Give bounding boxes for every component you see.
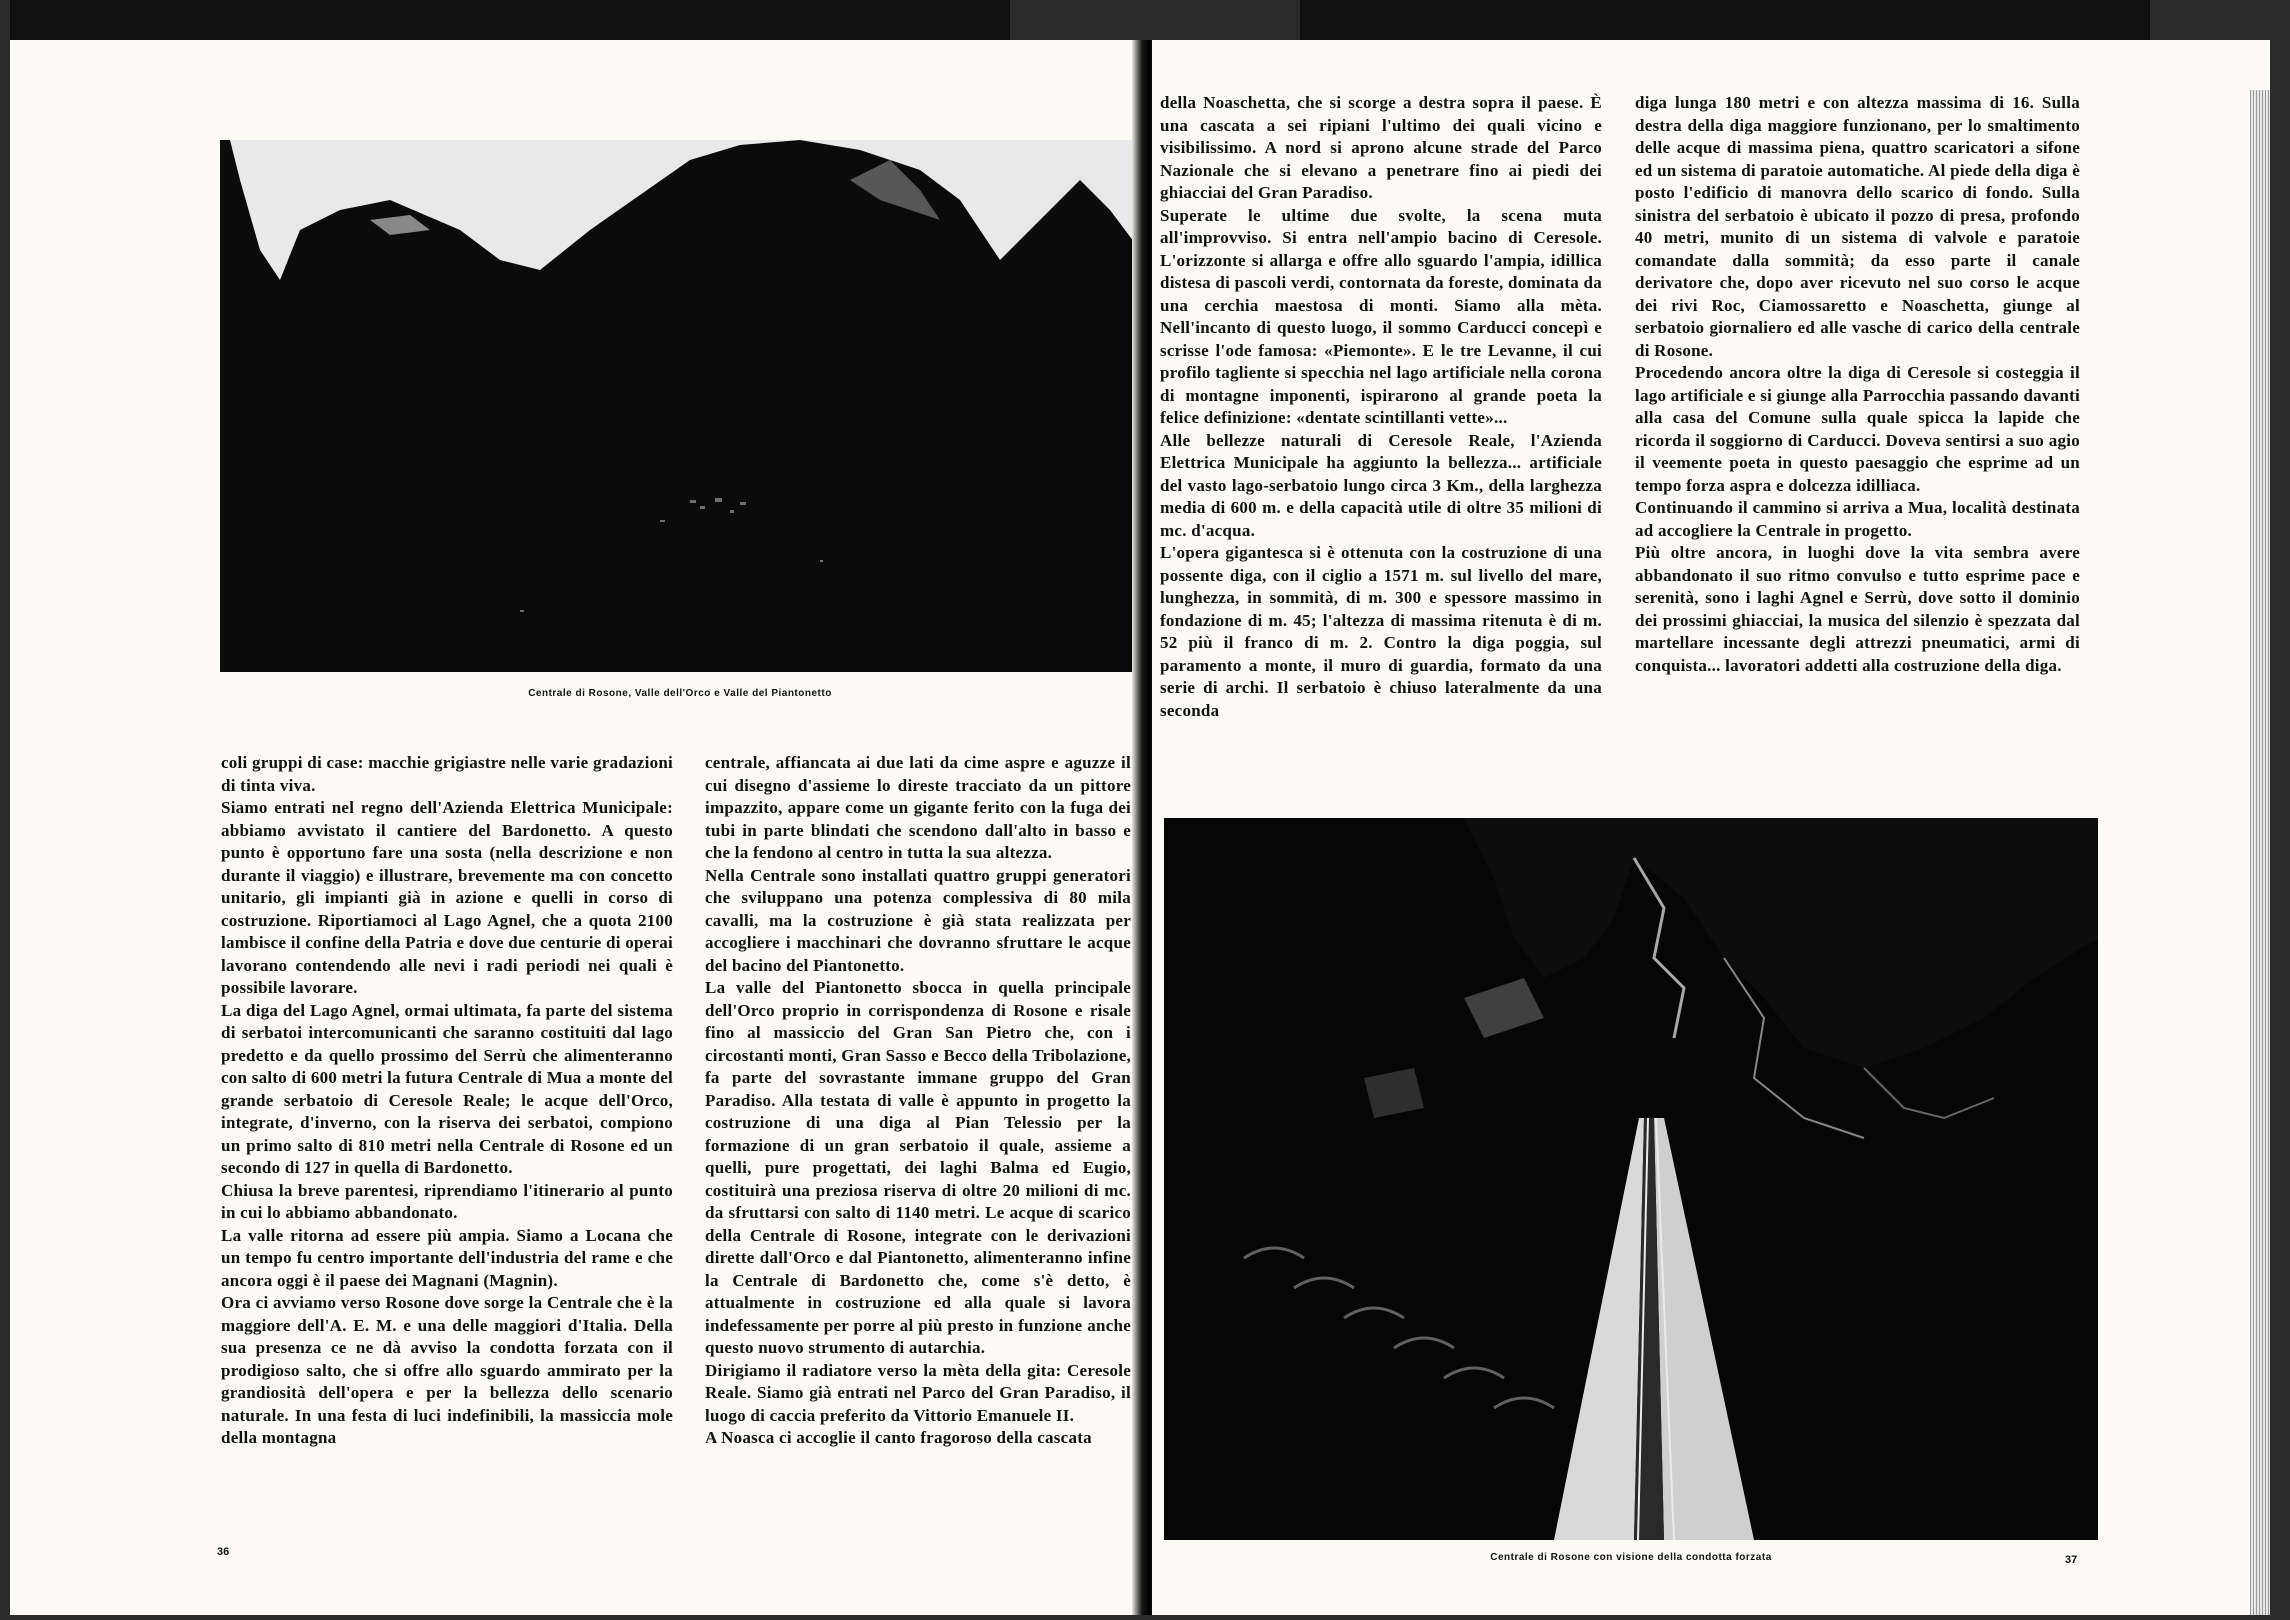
paragraph: Più oltre ancora, in luoghi dove la vita sembra avere abbandonato il suo ritmo convulso e tutto esprime pace e serenità, sono i laghi Agnel e Serrù, dove sotto il dominio dei prossimi ghiacciai, la musica del silenzio è spezzata dal martellare incessante degli attrezzi pneumatici, armi di conquista... lavoratori addetti alla costruzione della diga. [1635,543,2080,675]
right-photo-caption: Centrale di Rosone con visione della condotta forzata [1490,1552,1772,1563]
paragraph: A Noasca ci accoglie il canto fragoroso della cascata [705,1428,1092,1447]
paragraph: L'opera gigantesca si è ottenuta con la costruzione di una possente diga, con il ciglio a 1571 m. sul livello del mare, lunghezza, in sommità, di m. 300 e spessore massimo in fondazione di m. 45; l'altezza di massima ritenuta è di m. 52 più il franco di m. 2. Contro la diga poggia, sul paramento a monte, il muro di guardia, formato da una serie di archi. Il serbatoio è chiuso lateralmente da una seconda [1160,543,1602,720]
paragraph: coli gruppi di case: macchie grigiastre nelle varie gradazioni di tinta viva. [221,753,673,795]
paragraph: La valle ritorna ad essere più ampia. Siamo a Locana che un tempo fu centro importante dell'industria del rame e che ancora oggi è il paese dei Magnani (Magnin). [221,1225,673,1290]
book-top-edge-left [10,0,1010,40]
paragraph: diga lunga 180 metri e con altezza massima di 16. Sulla destra della diga maggiore funzionano, per lo smaltimento delle acque di massima piena, quattro scaricatori a sifone ed un sistema di paratoie automatiche. Al piede della diga è posto l'edificio di manovra dello scarico di fondo. Sulla sinistra del serbatoio è ubicato il pozzo di presa, profondo 40 metri, munito di un sistema di valvole e paratoie comandate dalla sommità; da esso parte il canale derivatore che, dopo aver ricevuto nel suo corso le acque dei rivi Roc, Ciamossaretto e Noaschetta, giunge al serbatoio giornaliero ed alle vasche di carico della centrale di Rosone. [1635,93,2080,360]
paragraph: Nella Centrale sono installati quattro gruppi generatori che sviluppano una potenza complessiva di 80 mila cavalli, ma la costruzione è già stata realizzata per accogliere i macchinari che dovranno sfruttare le acque del bacino del Piantonetto. [705,865,1131,975]
page-number-left: 36 [217,1546,230,1558]
left-text-column-2 [705,752,1131,1450]
paragraph: della Noaschetta, che si scorge a destra sopra il paese. È una cascata a sei ripiani l'ultimo dei quali vicino e visibilissimo. A nord si aprono alcune strade del Parco Nazionale che si elevano a penetrare fino ai piedi dei ghiacciai del Gran Paradiso. [1160,93,1602,202]
paragraph: Procedendo ancora oltre la diga di Ceresole si costeggia il lago artificiale e si giunge alla Parrocchia passando davanti alla casa del Comune sulla quale spicca la lapide che ricorda il soggiorno di Carducci. Doveva sentirsi a suo agio il veemente poeta in questo paesaggio che esprime ad un tempo forza aspra e dolcezza idilliaca. [1635,363,2080,495]
paragraph: Dirigiamo il radiatore verso la mèta della gita: Ceresole Reale. Siamo già entrati nel Parco del Gran Paradiso, il luogo di caccia preferito da Vittorio Emanuele II. [705,1360,1131,1425]
right-page [1152,40,2270,1615]
paragraph: La diga del Lago Agnel, ormai ultimata, fa parte del sistema di serbatoi intercomunicanti che saranno costituiti dal lago predetto e da quello prossimo del Serrù che alimenteranno con salto di 600 metri la futura Centrale di Mua a monte del grande serbatoio di Ceresole Reale; le acque dell'Orco, integrate, d'inverno, con la riserva dei serbatoi, compiono un primo salto di 810 metri nella Centrale di Rosone ed un secondo di 127 in quella di Bardonetto. [221,1000,673,1177]
paragraph: La valle del Piantonetto sbocca in quella principale dell'Orco proprio in corrispondenza di Rosone e risale fino al massiccio del Gran San Pietro che, con i circostanti monti, Gran Sasso e Becco della Tribolazione, fa parte del sovrastante immane gruppo del Gran Paradiso. Alla testata di valle è appunto in progetto la costruzione di una diga al Pian Telessio per la formazione di un gran serbatoio il quale, assieme a quelli, pure progettati, dei laghi Balma ed Eugio, costituirà una preziosa riserva di oltre 20 milioni di mc. da sfruttarsi con salto di 1140 metri. Le acque di scarico della Centrale di Rosone, integrate con le derivazioni dirette dall'Orco e dal Piantonetto, alimenteranno infine la Centrale di Bardonetto che, come s'è detto, è attualmente in costruzione ed alla quale si lavora indefessamente per porre al più presto in funzione anche questo nuovo strumento di autarchia. [705,978,1131,1357]
right-text-column-2 [1635,92,2080,677]
left-photo-caption: Centrale di Rosone, Valle dell'Orco e Valle del Piantonetto [528,688,832,699]
paragraph: Alle bellezze naturali di Ceresole Reale, l'Azienda Elettrica Municipale ha aggiunto la bellezza... artificiale del vasto lago-serbatoio lungo circa 3 Km., della larghezza media di 600 m. e della capacità utile di oltre 35 milioni di mc. d'acqua. [1160,430,1602,540]
book-top-edge-right [1300,0,2150,40]
paragraph: Ora ci avviamo verso Rosone dove sorge la Centrale che è la maggiore dell'A. E. M. e una delle maggiori d'Italia. Della sua presenza ce ne dà avviso la condotta forzata con il prodigioso salto, che si offre allo sguardo ammirato per la grandiosità dell'opera e per la bellezza dello scenario naturale. In una festa di luci indefinibili, la massiccia mole della montagna [221,1293,673,1447]
paragraph: Continuando il cammino si arriva a Mua, località destinata ad accogliere la Centrale in progetto. [1635,498,2080,540]
right-text-column-1 [1160,92,1602,722]
paragraph: Siamo entrati nel regno dell'Azienda Elettrica Municipale: abbiamo avvistato il cantiere del Bardonetto. A questo punto è opportuno fare una sosta (nella descrizione e non durante il viaggio) e illustrare, brevemente ma con concetto unitario, gli impianti già in azione e quelli in corso di costruzione. Riportiamoci al Lago Agnel, che a quota 2100 lambisce il confine della Patria e dove due centurie di operai lavorano contendendo alle nevi i radi periodi nei quali è possibile lavorare. [221,798,673,997]
paragraph: centrale, affiancata ai due lati da cime aspre e aguzze il cui disegno d'assieme lo direste tracciato da un pittore impazzito, appare come un gigante ferito con la fuga dei tubi in parte blindati che scendono dall'alto in basso e che la fendono al centro in tutta la sua altezza. [705,753,1131,862]
left-page [10,40,1142,1615]
paragraph: Superate le ultime due svolte, la scena muta all'improvviso. Si entra nell'ampio bacino di Ceresole. L'orizzonte si allarga e offre allo sguardo l'ampia, idillica distesa di pascoli verdi, contornata da foreste, dominata da una cerchia maestosa di monti. Siamo alla mèta. Nell'incanto di questo luogo, il sommo Carducci concepì e scrisse l'ode famosa: «Piemonte». E le tre Levanne, il cui profilo tagliente si specchia nel lago artificiale nella corona di montagne imponenti, ispirarono al grande poeta la felice definizione: «dentate scintillanti vette»... [1160,205,1602,427]
penstock-pipeline-image [1164,818,2098,1540]
page-number-right: 37 [2065,1554,2078,1566]
book-page-edges [2250,90,2270,1615]
left-text-column-1 [221,752,673,1450]
paragraph: Chiusa la breve parentesi, riprendiamo l'itinerario al punto in cui lo abbiamo abbandonato. [221,1180,673,1222]
mountain-landscape-image [220,140,1140,672]
mountain-photo [220,140,1140,672]
penstock-photo [1164,818,2098,1540]
